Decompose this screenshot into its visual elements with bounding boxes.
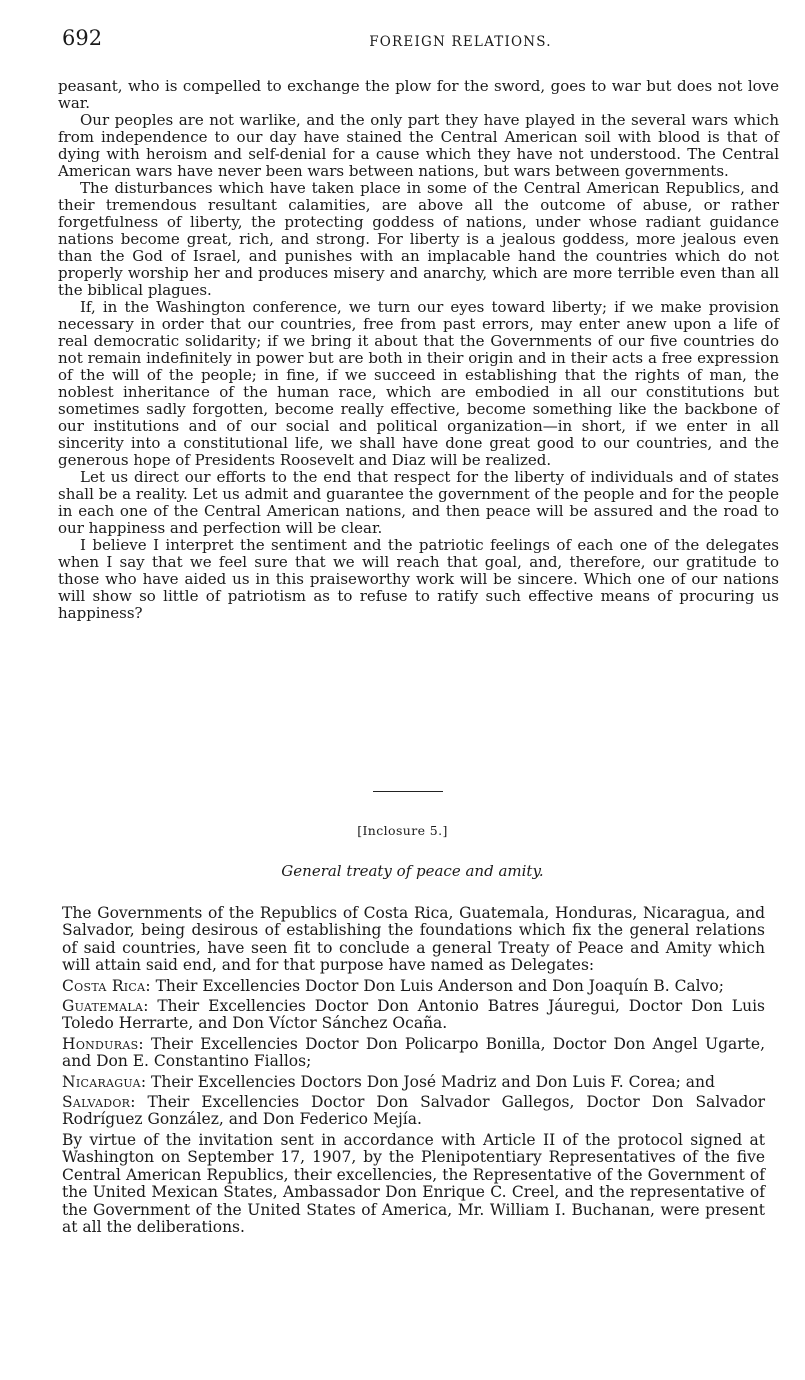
paragraph: Our peoples are not warlike, and the only part they have played in the several wars which from independence to our day have stained the Central American soil with blood is that of dying with heroism and self-denial for a cause which they have not understood. The Central American wars have never been wars between nations, but wars between governments. — [58, 111, 779, 180]
delegate-entry: Nicaragua: Their Excellencies Doctors Don José Madriz and Don Luis F. Corea; and — [62, 1072, 715, 1091]
running-title: FOREIGN RELATIONS. — [369, 34, 552, 50]
delegate-entry: Costa Rica: Their Excellencies Doctor Don Luis Anderson and Don Joaquín B. Calvo; — [62, 976, 724, 995]
paragraph: If, in the Washington conference, we turn our eyes toward liberty; if we make provision necessary in order that our countries, free from past errors, may enter anew upon a life of real democratic solidarity; if we bring it about that the Governments of our five countries do not remain indefinitely in power but are both in their origin and in their acts a free expression of the will of the people; in fine, if we succeed in establishing that the rights of man, the noblest inheritance of the human race, which are embodied in all our constitutions but sometimes sadly forgotten, become really effective, become something like the backbone of our institutions and of our social and political organization—in short, if we enter in all sincerity into a constitutional life, we shall have done great good to our countries, and the generous hope of Presidents Roosevelt and Diaz will be realized. — [58, 298, 779, 469]
speech-text — [58, 78, 779, 622]
section-divider — [373, 791, 443, 792]
paragraph: I believe I interpret the sentiment and the patriotic feelings of each one of the delegates when I say that we feel sure that we will reach that goal, and, therefore, our gratitude to those who have aided us in this praiseworthy work will be sincere. Which one of our nations will show so little of patriotism as to refuse to ratify such effective means of procuring us happiness? — [58, 536, 779, 622]
delegate-entry: Honduras: Their Excellencies Doctor Don Policarpo Bonilla, Doctor Don Angel Ugarte, and Don E. Constantino Fiallos; — [62, 1034, 765, 1071]
delegate-entry: Salvador: Their Excellencies Doctor Don Salvador Gallegos, Doctor Don Salvador Rodríguez González, and Don Federico Mejía. — [62, 1093, 765, 1129]
delegate-country: Costa Rica — [62, 976, 146, 995]
treaty-title: General treaty of peace and amity. — [281, 862, 544, 880]
delegate-names: Their Excellencies Doctor Don Salvador Gallegos, Doctor Don Salvador Rodríguez González, and Don Federico Mejía. — [62, 1093, 765, 1129]
paragraph: Let us direct our efforts to the end that respect for the liberty of individuals and of states shall be a reality. Let us admit and guarantee the government of the people and for the people in each one of the Central American nations, and then peace will be assured and the road to our happiness and perfection will be clear. — [58, 468, 779, 537]
page-header — [62, 26, 779, 56]
paragraph: peasant, who is compelled to exchange the plow for the sword, goes to war but does not love war. — [58, 77, 779, 112]
paragraph: The disturbances which have taken place in some of the Central American Republics, and their tremendous resultant calamities, are above all the outcome of abuse, or rather forgetfulness of liberty, the protecting goddess of nations, under whose radiant guidance nations become great, rich, and strong. For liberty is a jealous goddess, more jealous even than the God of Israel, and punishes with an implacable hand the countries which do not properly worship her and produces misery and anarchy, which are more terrible even than all the biblical plagues. — [58, 179, 779, 299]
treaty-text — [62, 905, 765, 1239]
treaty-closing: By virtue of the invitation sent in accordance with Article II of the protocol signed at Washington on September 17, 1907, by the Plenipotentiary Representatives of the five Central American Republics, their excellencies, the Representative of the Government of the United Mexican States, Ambassador Don Enrique C. Creel, and the representative of the Government of the United States of America, Mr. William I. Buchanan, were present at all the deliberations. — [62, 1130, 765, 1236]
page-number: 692 — [62, 26, 103, 50]
inclosure-label: [Inclosure 5.] — [357, 823, 448, 838]
delegate-country: Salvador — [62, 1093, 131, 1112]
delegate-country: Guatemala — [62, 997, 144, 1016]
delegate-country: Honduras — [62, 1034, 139, 1053]
delegate-country: Nicaragua — [62, 1072, 141, 1091]
delegate-names: Their Excellencies Doctor Don Policarpo Bonilla, Doctor Don Angel Ugarte, and Don E. Constantino Fiallos; — [62, 1034, 765, 1071]
delegate-names: Their Excellencies Doctor Don Antonio Batres Jáuregui, Doctor Don Luis Toledo Herrarte, and Don Víctor Sánchez Ocaña. — [62, 997, 765, 1033]
delegate-names: Their Excellencies Doctor Don Luis Anderson and Don Joaquín B. Calvo; — [155, 976, 724, 995]
delegate-names: Their Excellencies Doctors Don José Madriz and Don Luis F. Corea; and — [151, 1072, 715, 1091]
delegate-entry: Guatemala: Their Excellencies Doctor Don Antonio Batres Jáuregui, Doctor Don Luis Toledo Herrarte, and Don Víctor Sánchez Ocaña. — [62, 997, 765, 1033]
treaty-intro-text: The Governments of the Republics of Costa Rica, Guatemala, Honduras, Nicaragua, and Salvador, being desirous of establishing the foundations which fix the general relations of said countries, have seen fit to conclude a general Treaty of Peace and Amity which will attain said end, and for that purpose have named as Delegates: — [62, 904, 765, 975]
treaty-intro — [62, 905, 765, 975]
